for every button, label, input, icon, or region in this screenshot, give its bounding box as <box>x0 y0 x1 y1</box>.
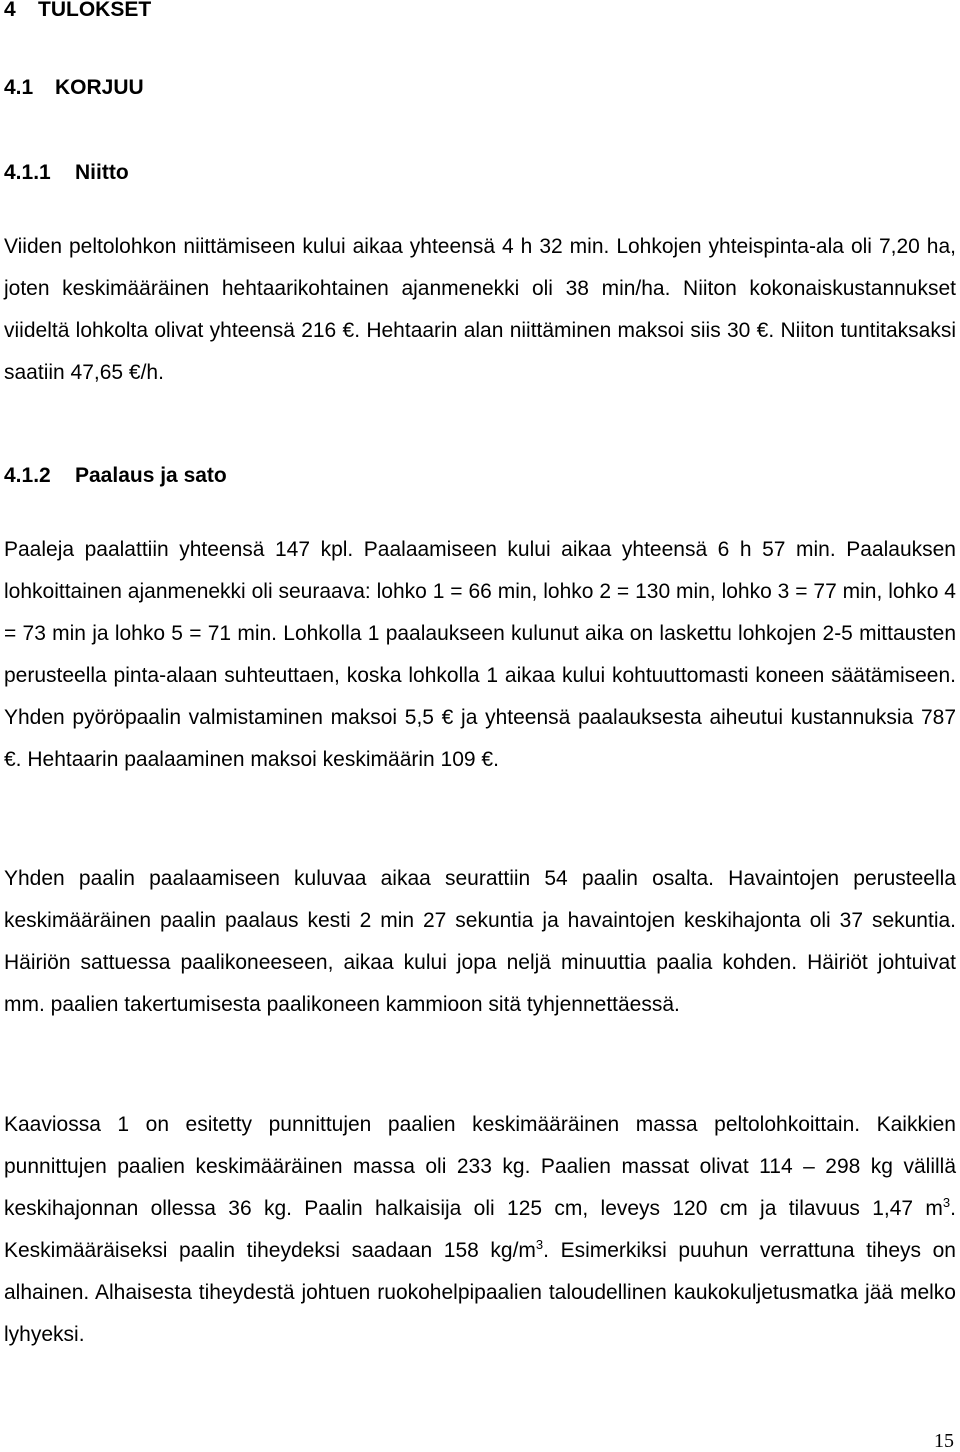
heading-number: 4.1 <box>4 76 34 99</box>
section-heading-4-1-1 <box>4 161 129 185</box>
heading-title: Niitto <box>75 161 129 184</box>
superscript: 3 <box>942 1195 951 1210</box>
heading-number: 4.1.1 <box>4 161 51 184</box>
chapter-heading <box>4 0 151 22</box>
page-number: 15 <box>934 1430 954 1452</box>
heading-title: TULOKSET <box>38 0 152 21</box>
paragraph-niitto: Viiden peltolohkon niittämiseen kului aikaa yhteensä 4 h 32 min. Lohkojen yhteispinta-ala oli 7,20 ha, joten keskimääräinen hehtaarikohtainen ajanmenekki oli 38 min/ha. Niiton kokonaiskustannukset viideltä lohkolta olivat yhteensä 216 €. Hehtaarin alan niittäminen maksoi siis 30 €. Niiton tuntitaksaksi saatiin 47,65 €/h. <box>4 235 956 384</box>
heading-title: KORJUU <box>55 76 144 99</box>
section-heading-4-1 <box>4 76 144 100</box>
paragraph-paalien-massa <box>4 1104 956 1356</box>
paragraph-paalausaika: Yhden paalin paalaamiseen kuluvaa aikaa seurattiin 54 paalin osalta. Havaintojen perusteella keskimääräinen paalin paalaus kesti 2 min 27 sekuntia ja havaintojen keskihajonta oli 37 sekuntia. Häiriön sattuessa paalikoneeseen, aikaa kului jopa neljä minuuttia paalia kohden. Häiriöt johtuivat mm. paalien takertumisesta paalikoneen kammioon sitä tyhjennettäessä. <box>4 867 956 1016</box>
section-heading-4-1-2 <box>4 464 227 488</box>
paragraph-text: . Keskimääräiseksi paalin tiheydeksi saadaan 158 kg/m <box>4 1197 956 1262</box>
superscript: 3 <box>535 1237 544 1252</box>
paragraph-text: . Esimerkiksi puuhun verrattuna tiheys on alhainen. Alhaisesta tiheydestä johtuen ruokohelpipaalien taloudellinen kaukokuljetusmatka jää melko lyhyeksi. <box>4 1239 956 1346</box>
heading-title: Paalaus ja sato <box>75 464 227 487</box>
paragraph-paalaus: Paaleja paalattiin yhteensä 147 kpl. Paalaamiseen kului aikaa yhteensä 6 h 57 min. Paalauksen lohkoittainen ajanmenekki oli seuraava: lohko 1 = 66 min, lohko 2 = 130 min, lohko 3 = 77 min, lohko 4 = 73 min ja lohko 5 = 71 min. Lohkolla 1 paalaukseen kulunut aika on laskettu lohkojen 2-5 mittausten perusteella pinta-alaan suhteuttaen, koska lohkolla 1 aikaa kului kohtuuttomasti koneen säätämiseen. Yhden pyöröpaalin valmistaminen maksoi 5,5 € ja yhteensä paalauksesta aiheutui kustannuksia 787 €. Hehtaarin paalaaminen maksoi keskimäärin 109 €. <box>4 538 956 771</box>
paragraph-text: Kaaviossa 1 on esitetty punnittujen paalien keskimääräinen massa peltolohkoittain. Kaikkien punnittujen paalien keskimääräinen massa oli 233 kg. Paalien massat olivat 114 – 298 kg välillä keskihajonnan ollessa 36 kg. Paalin halkaisija oli 125 cm, leveys 120 cm ja tilavuus 1,47 m <box>4 1113 956 1220</box>
heading-number: 4.1.2 <box>4 464 51 487</box>
heading-number: 4 <box>4 0 16 21</box>
